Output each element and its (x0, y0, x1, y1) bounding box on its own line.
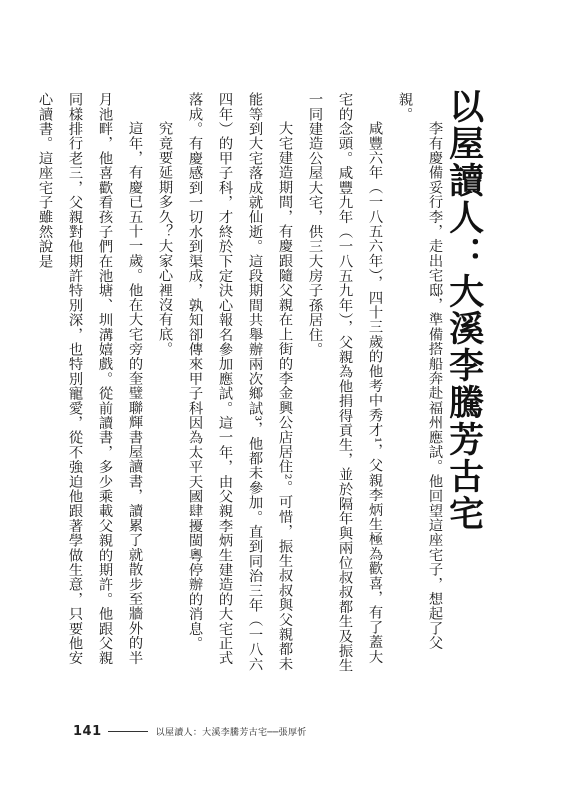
chapter-title: 以屋讀人：大溪李騰芳古宅 (443, 88, 484, 532)
body-text (37, 92, 450, 677)
paragraph: 咸豐六年（一八五六年），四十三歲的他考中秀才¹，父親李炳生極為歡喜，有了蓋大宅的念頭。咸豐九年（一八五九年），父親為他捐得貢生，並於隔年與兩位叔叔都生及振生一同建造公屋大宅，供三大房子孫居住。 (307, 92, 383, 673)
page-number: 141 (73, 724, 102, 739)
paragraph: 大宅建造期間，有慶跟隨父親在上街的李金興公店居住²。可惜，振生叔叔與父親都未能等到大宅落成就仙逝。這段期間共舉辦兩次鄉試³，他都未參加。直到同治三年（一八六四年）的甲子科，才終於下定決心報名參加應試。這一年，由父親李炳生建造的大宅正式落成。有慶感到一切水到渠成，孰知卻傳來甲子科因為太平天國肆擾閩粵停辦的消息。 (187, 92, 293, 672)
footer-divider (108, 731, 148, 732)
page-footer (73, 724, 307, 739)
paragraph: 李有慶備妥行李，走出宅邸，準備搭船奔赴福州應試。他回望這座宅子，想起了父親。 (397, 92, 443, 650)
paragraph: 究竟要延期多久？大家心裡沒有底。 (157, 120, 173, 356)
running-head: 以屋讀人：大溪李騰芳古宅──張厚忻 (155, 728, 307, 738)
paragraph: 這年，有慶已五十一歲。他在大宅旁的奎璧聯輝書屋讀書，讀累了就散步至牆外的半月池畔，他喜歡看孩子們在池塘、圳溝嬉戲。從前讀書，多少乘載父親的期許。他跟父親同樣排行老三，父親對他期許特別深，也特別寵愛，從不強迫他跟著學做生意，只要他安心讀書。這座宅子雖然說是 (37, 92, 143, 666)
